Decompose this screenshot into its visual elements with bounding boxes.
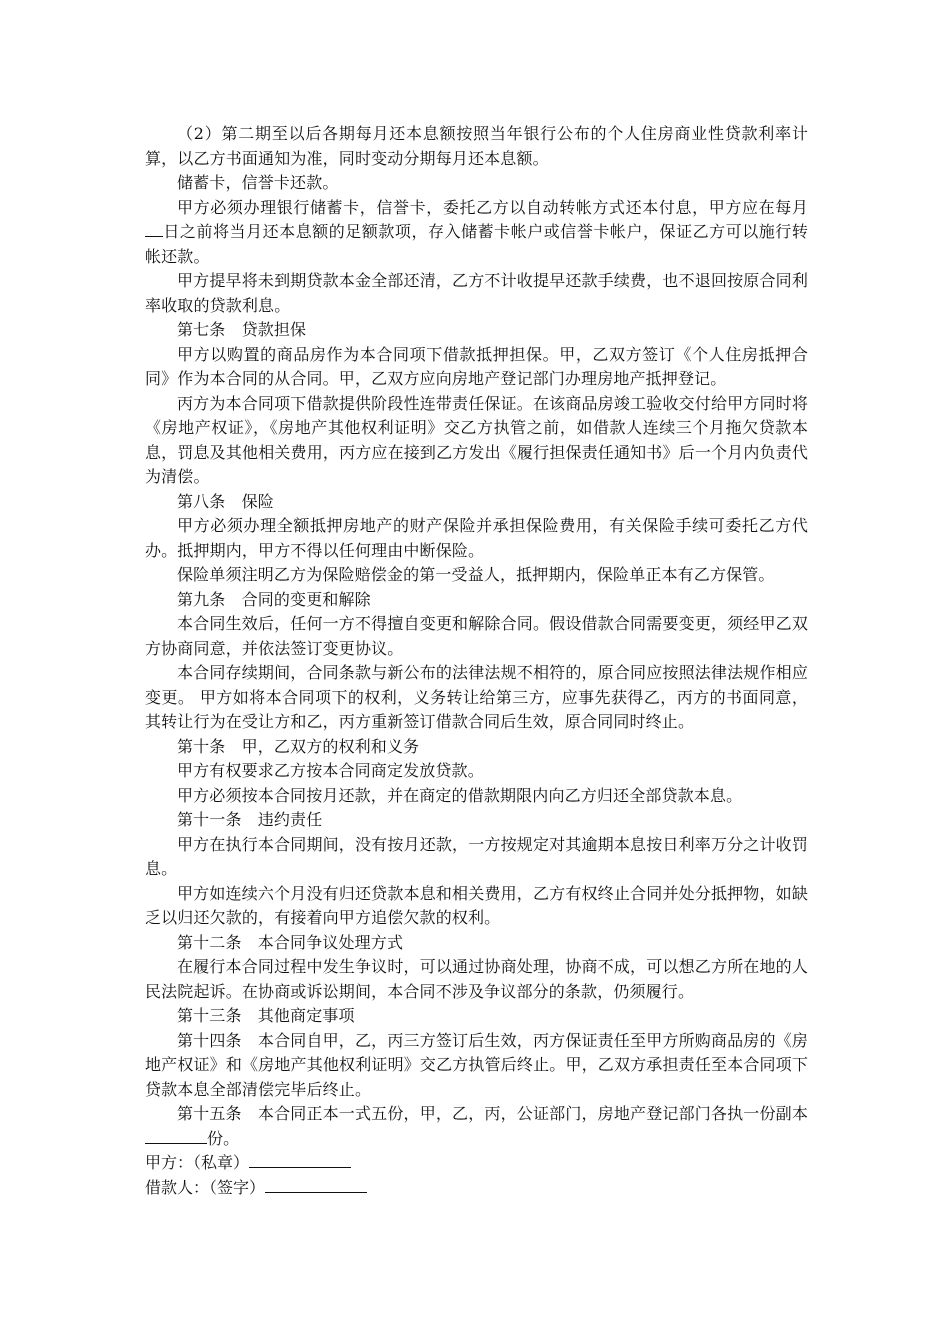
borrower-signature-blank: [265, 1177, 367, 1193]
party-a-signature-blank: [249, 1152, 351, 1168]
paragraph-auto-transfer-part2: 日之前将当月还本息额的足额款项，存入储蓄卡帐户或信誉卡帐户，保证乙方可以施行转帐还款。: [145, 222, 808, 266]
borrower-label: 借款人：（签字）: [145, 1177, 266, 1197]
borrower-signature-line: [145, 1176, 808, 1201]
paragraph-insurance: 甲方必须办理全额抵押房地产的财产保险并承担保险费用，有关保险手续可委托乙方代办。抵押期内，甲方不得以任何理由中断保险。: [145, 516, 808, 560]
paragraph-card-repayment: 储蓄卡，信誉卡还款。: [177, 173, 339, 192]
paragraph-repayment-rate: （2）第二期至以后各期每月还本息额按照当年银行公布的个人住房商业性贷款利率计算，以乙方书面通知为准，同时变动分期每月还本息额。: [145, 124, 808, 168]
paragraph-article-15-part1: 第十五条 本合同正本一式五份，甲，乙，丙，公证部门，房地产登记部门各执一份副本: [177, 1104, 808, 1123]
paragraph-no-unilateral-change: 本合同生效后，任何一方不得擅自变更和解除合同。假设借款合同需要变更，须经甲乙双方协商同意，并依法签订变更协议。: [145, 614, 808, 658]
paragraph-auto-transfer: [145, 196, 808, 270]
paragraph-legal-change: 本合同存续期间，合同条款与新公布的法律法规不相符的，原合同应按照法律法规作相应变更。 甲方如将本合同项下的权利，义务转让给第三方，应事先获得乙，丙方的书面同意，其转让行为在受让方和乙，丙方重新签订借款合同后生效，原合同同时终止。: [145, 663, 808, 731]
heading-article-10: 第十条 甲，乙双方的权利和义务: [177, 736, 420, 756]
heading-article-7: 第七条 贷款担保: [177, 320, 307, 339]
heading-article-8: 第八条 保险: [177, 491, 274, 511]
paragraph-mortgage-guarantee: 甲方以购置的商品房作为本合同项下借款抵押担保。甲，乙双方签订《个人住房抵押合同》作为本合同的从合同。甲，乙双方应向房地产登记部门办理房地产抵押登记。: [145, 344, 808, 388]
paragraph-dispute-resolution: 在履行本合同过程中发生争议时，可以通过协商处理，协商不成，可以想乙方所在地的人民法院起诉。在协商或诉讼期间，本合同不涉及争议部分的条款，仍须履行。: [145, 957, 808, 1001]
party-a-label: 甲方：（私章）: [145, 1153, 250, 1172]
paragraph-article-15-part2: 份。: [207, 1128, 240, 1148]
paragraph-penalty-interest: 甲方在执行本合同期间，没有按月还款，一方按规定对其逾期本息按日利率万分之计收罚息。: [145, 834, 808, 878]
paragraph-article-14: 第十四条 本合同自甲，乙，丙三方签订后生效，丙方保证责任至甲方所购商品房的《房地产权证》和《房地产其他权利证明》交乙方执管后终止。甲，乙双方承担责任至本合同项下贷款本息全部清偿完毕后终止。: [145, 1030, 808, 1099]
copies-blank: [145, 1128, 207, 1144]
party-a-signature-line: [145, 1151, 808, 1176]
paragraph-default-six-months: 甲方如连续六个月没有归还贷款本息和相关费用，乙方有权终止合同并处分抵押物，如缺乏以归还欠款的，有接着向甲方追偿欠款的权利。: [145, 883, 808, 927]
heading-article-12: 第十二条 本合同争议处理方式: [177, 932, 404, 952]
paragraph-joint-guarantee: 丙方为本合同项下借款提供阶段性连带责任保证。在该商品房竣工验收交付给甲方同时将《房地产权证》，《房地产其他权利证明》交乙方执管之前，如借款人连续三个月拖欠贷款本息，罚息及其他相关费用，丙方应在接到乙方发出《履行担保责任通知书》后一个月内负责代为清偿。: [145, 393, 808, 486]
paragraph-auto-transfer-part1: 甲方必须办理银行储蓄卡，信誉卡，委托乙方以自动转帐方式还本付息，甲方应在每月: [177, 197, 808, 217]
heading-article-13: 第十三条 其他商定事项: [177, 1006, 355, 1025]
paragraph-early-repayment: 甲方提早将未到期贷款本金全部还清，乙方不计收提早还款手续费，也不退回按原合同利率收取的贷款利息。: [145, 271, 808, 315]
heading-article-9: 第九条 合同的变更和解除: [177, 589, 371, 609]
paragraph-right-to-loan: 甲方有权要求乙方按本合同商定发放贷款。: [177, 761, 484, 780]
heading-article-11: 第十一条 违约责任: [177, 810, 323, 829]
paragraph-insurance-beneficiary: 保险单须注明乙方为保险赔偿金的第一受益人，抵押期内，保险单正本有乙方保管。: [177, 565, 775, 584]
paragraph-monthly-repayment: 甲方必须按本合同按月还款，并在商定的借款期限内向乙方归还全部贷款本息。: [177, 785, 743, 805]
paragraph-article-15: [145, 1102, 808, 1151]
contract-page: [145, 122, 808, 1200]
day-blank: [145, 221, 163, 237]
